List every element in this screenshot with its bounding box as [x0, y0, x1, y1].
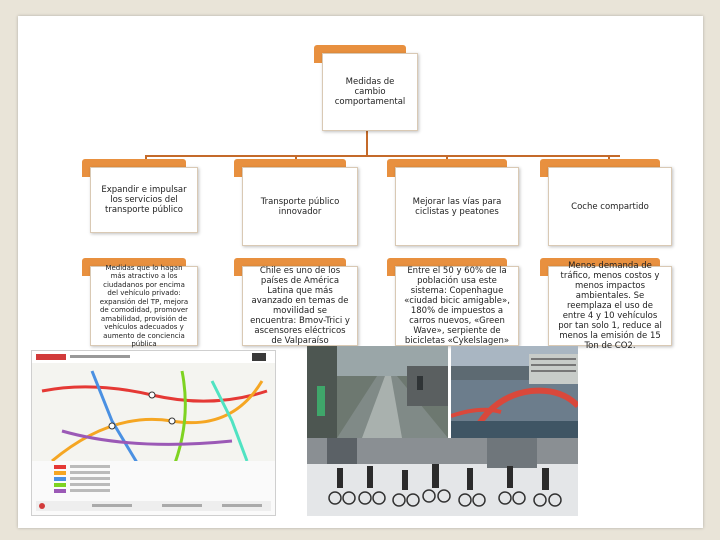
- slide: [18, 16, 703, 528]
- bike-lane-photo: [307, 346, 448, 438]
- cycle-bridge-graphic: [451, 346, 578, 438]
- cycle-bridge-photo: [451, 346, 578, 438]
- level1-node-4: [540, 159, 672, 246]
- level1-node-1: [82, 159, 198, 233]
- metro-map-graphic: [32, 351, 275, 515]
- city-cyclists-photo: [307, 438, 578, 516]
- level1-node-1-label: Expandir e impulsar los servicios del transporte público: [90, 167, 198, 233]
- level2-node-3: [387, 258, 519, 346]
- level1-node-3: [387, 159, 519, 246]
- level1-node-3-label: Mejorar las vías para ciclistas y peatones: [395, 167, 519, 246]
- level2-node-3-label: Entre el 50 y 60% de la población usa este sistema: Copenhague «ciudad bicic amigable», 180% de impuestos a carros nuevos, «Green Wave», serpiente de bicicletas «Cykelslagen»: [395, 266, 519, 346]
- root-node-label: Medidas de cambio comportamental: [322, 53, 418, 131]
- bike-lane-graphic: [307, 346, 448, 438]
- level2-node-4-label: Menos demanda de tráfico, menos costos y menos impactos ambientales. Se reemplaza el uso de entre 4 y 10 vehículos por tan solo 1, reduce al menos la emisión de 15 Ton de CO2.: [548, 266, 672, 346]
- connector-root-down: [366, 130, 368, 156]
- level2-node-1: [82, 258, 198, 346]
- level2-node-2: [234, 258, 358, 346]
- root-node: [314, 45, 418, 131]
- level1-node-4-label: Coche compartido: [548, 167, 672, 246]
- level1-node-2-label: Transporte público innovador: [242, 167, 358, 246]
- city-cyclists-graphic: [307, 438, 578, 516]
- metro-map-photo: [31, 350, 276, 516]
- level2-node-1-label: Medidas que lo hagan más atractivo a los ciudadanos por encima del vehículo privado: expansión del TP, mejora de comodidad, promover amabilidad, provisión de vehículos adecuados y aumento de conciencia pública: [90, 266, 198, 346]
- level2-node-4: [540, 258, 672, 351]
- connector-horizontal: [145, 155, 620, 157]
- level1-node-2: [234, 159, 358, 246]
- level2-node-2-label: Chile es uno de los países de América Latina que más avanzado en temas de movilidad se encuentra: Bmov-Trici y ascensores eléctricos de Valparaíso: [242, 266, 358, 346]
